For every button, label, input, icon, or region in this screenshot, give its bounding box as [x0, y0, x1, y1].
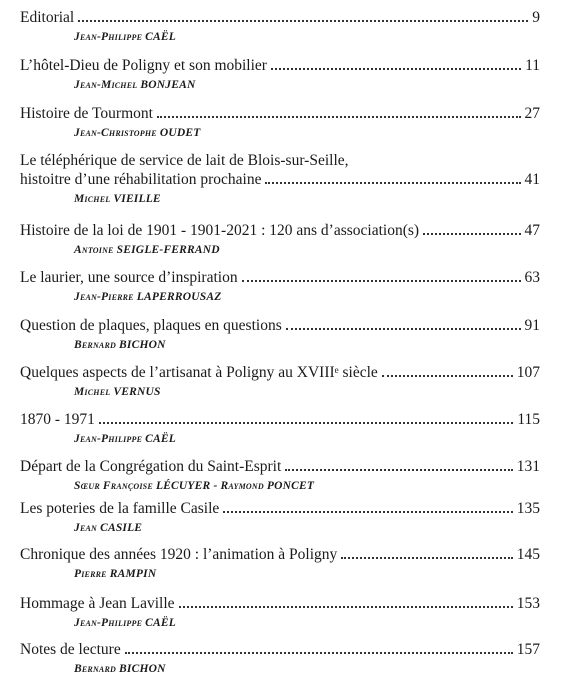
- toc-entry: [20, 594, 540, 630]
- entry-author: Jean CASILE: [74, 522, 143, 534]
- entry-title: Hommage à Jean Laville: [20, 595, 175, 612]
- toc-entry: [20, 151, 540, 206]
- page-number: 47: [524, 222, 540, 239]
- entry-author: Michel VIEILLE: [74, 193, 161, 205]
- page-number: 157: [516, 641, 540, 658]
- entry-title: Départ de la Congrégation du Saint-Esprit: [20, 458, 282, 475]
- page-number: 153: [516, 595, 540, 612]
- page-number: 115: [517, 411, 540, 428]
- page-number: 91: [524, 317, 540, 334]
- toc-entry: [20, 221, 540, 257]
- entry-title: Histoire de la loi de 1901 - 1901-2021 : 120 ans d’association(s): [20, 222, 420, 239]
- dot-leader: [157, 116, 521, 118]
- entry-author: Jean-Philippe CAËL: [74, 433, 177, 445]
- dot-leader: [285, 469, 512, 471]
- dot-leader: [286, 328, 521, 330]
- toc-entry: [20, 8, 540, 44]
- page-number: 107: [516, 364, 540, 381]
- toc-entry: [20, 640, 540, 676]
- toc-entry: [20, 457, 540, 493]
- dot-leader: [341, 557, 512, 559]
- entry-title: Chronique des années 1920 : l’animation à Poligny: [20, 546, 338, 563]
- toc-entry: [20, 104, 540, 140]
- entry-author: Antoine SEIGLE-FERRAND: [74, 244, 220, 256]
- entry-author: Jean-Pierre LAPERROUSAZ: [74, 291, 222, 303]
- toc-entry: [20, 410, 540, 446]
- dot-leader: [179, 606, 513, 608]
- toc-entry: [20, 499, 540, 535]
- page-number: 41: [524, 171, 540, 188]
- entry-author: Jean-Philippe CAËL: [74, 31, 177, 43]
- entry-title: 1870 - 1971: [20, 411, 95, 428]
- page-number: 135: [516, 500, 540, 517]
- toc-entry: [20, 363, 540, 399]
- dot-leader: [265, 182, 520, 184]
- dot-leader: [423, 233, 520, 235]
- entry-author: Jean-Michel BONJEAN: [74, 79, 196, 91]
- page-number: 131: [516, 458, 540, 475]
- dot-leader: [242, 280, 521, 282]
- toc-entry: [20, 316, 540, 352]
- page-number: 9: [532, 9, 540, 26]
- entry-author: Pierre RAMPIN: [74, 568, 157, 580]
- dot-leader: [271, 68, 521, 70]
- entry-author: Bernard BICHON: [74, 339, 166, 351]
- entry-title: Question de plaques, plaques en questions: [20, 317, 282, 334]
- entry-title: Les poteries de la famille Casile: [20, 500, 220, 517]
- entry-title: Quelques aspects de l’artisanat à Poligny au XVIIIᵉ siècle: [20, 364, 378, 381]
- entry-title: Notes de lecture: [20, 641, 121, 658]
- dot-leader: [99, 422, 513, 424]
- entry-author: Jean-Philippe CAËL: [74, 617, 177, 629]
- entry-title: Histoire de Tourmont: [20, 105, 153, 122]
- toc-entry: [20, 56, 540, 92]
- entry-author: Sœur Françoise LÉCUYER - Raymond PONCET: [74, 480, 315, 492]
- entry-title: L’hôtel-Dieu de Poligny et son mobilier: [20, 57, 267, 74]
- dot-leader: [223, 511, 512, 513]
- entry-title: Le laurier, une source d’inspiration: [20, 269, 238, 286]
- entry-title: Editorial: [20, 9, 75, 26]
- dot-leader: [78, 20, 528, 22]
- toc-entry: [20, 268, 540, 304]
- dot-leader: [382, 375, 513, 377]
- toc-entry: [20, 545, 540, 581]
- page-number: 145: [516, 546, 540, 563]
- entry-author: Bernard BICHON: [74, 663, 166, 675]
- page-number: 27: [524, 105, 540, 122]
- entry-author: Jean-Christophe OUDET: [74, 127, 201, 139]
- page-number: 11: [525, 57, 540, 74]
- dot-leader: [125, 652, 513, 654]
- page-number: 63: [524, 269, 540, 286]
- entry-title-line-1: Le téléphérique de service de lait de Blois-sur-Seille,: [20, 152, 349, 169]
- entry-title: histoitre d’une réhabilitation prochaine: [20, 171, 262, 188]
- entry-author: Michel VERNUS: [74, 386, 161, 398]
